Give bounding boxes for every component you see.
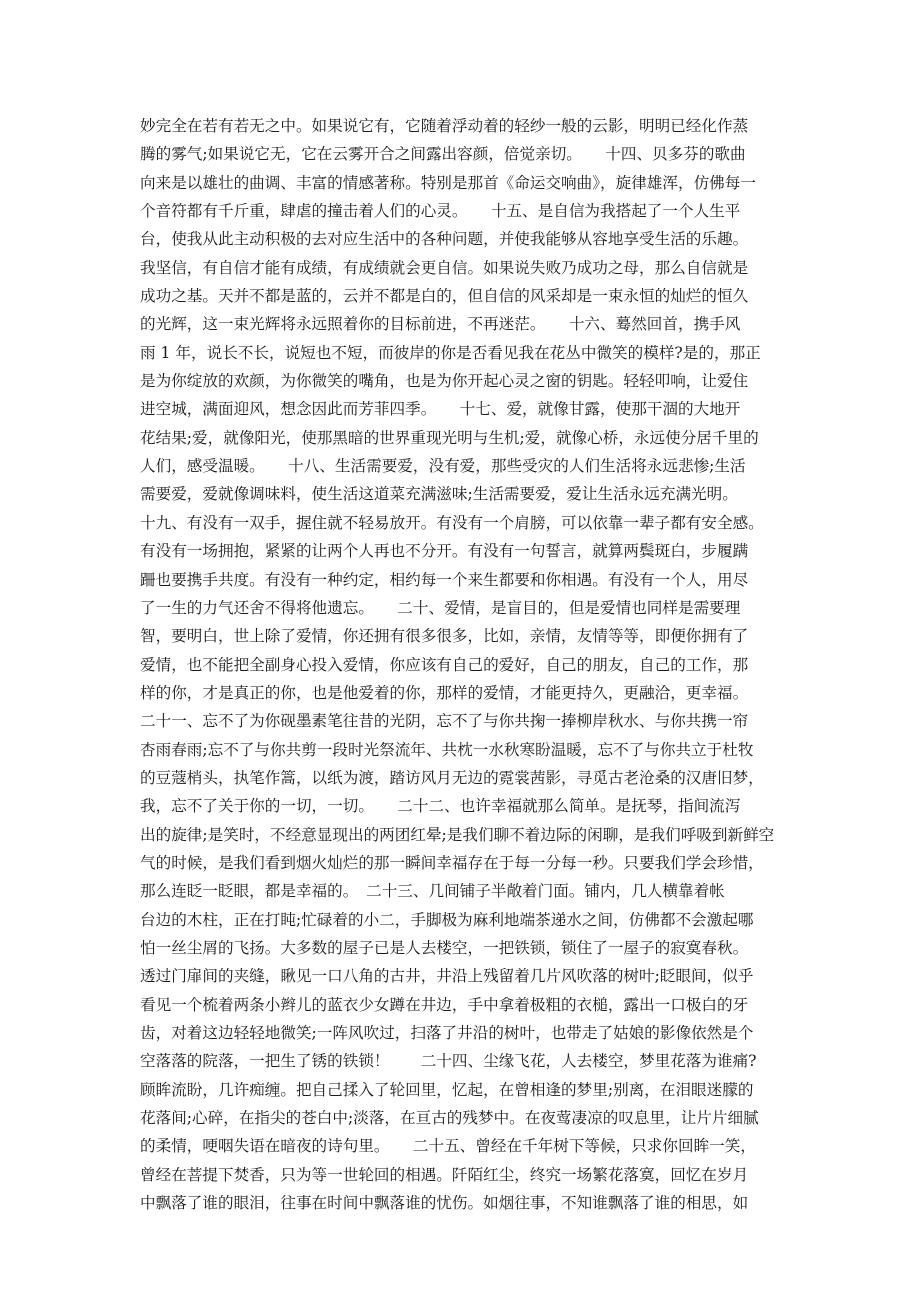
text-line: 智，要明白，世上除了爱情，你还拥有很多很多，比如，亲情，友情等等，即便你拥有了 xyxy=(140,627,749,646)
text-line: 跚也要携手共度。有没有一种约定，相约每一个来生都要和你相遇。有没有一个人，用尽 xyxy=(140,570,749,589)
text-line: 中飘落了谁的眼泪，往事在时间中飘落谁的忧伤。如烟往事，不知谁飘落了谁的相思，如 xyxy=(140,1194,749,1213)
text-line: 成功之基。天并不都是蓝的，云并不都是白的，但自信的风采却是一束永恒的灿烂的恒久 xyxy=(140,287,749,306)
text-line: 气的时候，是我们看到烟火灿烂的那一瞬间幸福存在于每一分每一秒。只要我们学会珍惜， xyxy=(140,853,764,872)
text-line: 顾眸流盼，几许痴缠。把自己揉入了轮回里，忆起，在曾相逢的梦里;别离，在泪眼迷朦的 xyxy=(140,1080,754,1099)
text-line: 空落落的院落，一把生了锈的铁锁！ 二十四、尘缘飞花，人去楼空，梦里花落为谁痛? xyxy=(140,1052,757,1071)
text-line: 样的你，才是真正的你，也是他爱着的你，那样的爱情，才能更持久，更融洽，更幸福。 xyxy=(140,683,749,702)
text-line: 雨 1 年，说长不长，说短也不短，而彼岸的你是否看见我在花丛中微笑的模样?是的，那正 xyxy=(140,343,761,362)
text-line: 的豆蔻梢头，执笔作篙，以纸为渡，踏访风月无边的霓裳茜影，寻觅古老沧桑的汉唐旧梦， xyxy=(140,768,764,787)
text-line: 看见一个梳着两条小辫儿的蓝衣少女蹲在井边，手中拿着极粗的衣槌，露出一口极白的牙 xyxy=(140,995,749,1014)
text-line: 个音符都有千斤重，肆虐的撞击着人们的心灵。 十五、是自信为我搭起了一个人生平 xyxy=(140,202,741,221)
text-line: 齿，对着这边轻轻地微笑;一阵风吹过，扫落了井沿的树叶，也带走了姑娘的影像依然是个 xyxy=(140,1024,754,1042)
text-line: 杏雨春雨;忘不了与你共剪一段时光祭流年、共枕一水秋寒盼温暖，忘不了与你共立于杜牧 xyxy=(140,740,754,759)
text-line: 需要爱，爱就像调味料，使生活这道菜充满滋味;生活需要爱，爱让生活永远充满光明。 xyxy=(140,485,738,504)
text-line: 我，忘不了关于你的一切，一切。 二十二、也许幸福就那么简单。是抚琴，指间流泻 xyxy=(140,797,741,816)
text-line: 有没有一场拥抱，紧紧的让两个人再也不分开。有没有一句誓言，就算两鬓斑白，步履蹒 xyxy=(140,542,749,561)
text-line: 爱情，也不能把全副身心投入爱情，你应该有自己的爱好，自己的朋友，自己的工作，那 xyxy=(140,655,749,674)
text-line: 是为你绽放的欢颜，为你微笑的嘴角，也是为你开起心灵之窗的钥匙。轻轻叩响，让爱住 xyxy=(140,372,749,391)
text-line: 了一生的力气还舍不得将他遗忘。 二十、爱情，是盲目的，但是爱情也同样是需要理 xyxy=(140,598,741,617)
text-line: 十九、有没有一双手，握住就不轻易放开。有没有一个肩膀，可以依靠一辈子都有安全感。 xyxy=(140,513,764,532)
body-text xyxy=(140,112,780,1217)
text-line: 曾经在菩提下焚香，只为等一世轮回的相遇。阡陌红尘，终究一场繁花落寞，回忆在岁月 xyxy=(140,1165,749,1184)
text-line: 人们，感受温暖。 十八、生活需要爱，没有爱，那些受灾的人们生活将永远悲惨;生活 xyxy=(140,457,746,476)
text-line: 二十一、忘不了为你砚墨素笔往昔的光阴，忘不了与你共掬一捧柳岸秋水、与你共携一帘 xyxy=(140,712,749,731)
text-line: 怕一丝尘屑的飞扬。大多数的屋子已是人去楼空，一把铁锁，锁住了一屋子的寂寞春秋。 xyxy=(140,938,749,957)
text-line: 花结果;爱，就像阳光，使那黑暗的世界重现光明与生机;爱，就像心桥，永远使分居千里的 xyxy=(140,428,759,447)
text-line: 花落间;心碎，在指尖的苍白中;淡落，在亘古的残梦中。在夜莺凄凉的叹息里，让片片细腻 xyxy=(140,1109,759,1128)
text-line: 台，使我从此主动积极的去对应生活中的各种问题，并使我能够从容地享受生活的乐趣。 xyxy=(140,230,749,249)
text-line: 进空城，满面迎风，想念因此而芳菲四季。 十七、爱，就像甘露，使那干涸的大地开 xyxy=(140,400,741,419)
text-line: 出的旋律;是笑时，不经意显现出的两团红晕;是我们聊不着边际的闲聊，是我们呼吸到新鲜空 xyxy=(140,825,775,844)
text-line: 那么连眨一眨眼，都是幸福的。 二十三、几间铺子半敞着门面。铺内，几人横靠着帐 xyxy=(140,882,725,901)
text-line: 透过门扉间的夹缝，瞅见一口八角的古井，井沿上残留着几片风吹落的树叶;眨眼间，似乎 xyxy=(140,967,754,986)
text-line: 妙完全在若有若无之中。如果说它有，它随着浮动着的轻纱一般的云影，明明已经化作蒸 xyxy=(140,117,749,135)
text-line: 我坚信，有自信才能有成绩，有成绩就会更自信。如果说失败乃成功之母，那么自信就是 xyxy=(140,258,749,277)
text-line: 的光辉，这一束光辉将永远照着你的目标前进，不再迷茫。 十六、蓦然回首，携手风 xyxy=(140,315,741,334)
text-line: 的柔情，哽咽失语在暗夜的诗句里。 二十五、曾经在千年树下等候，只求你回眸一笑， xyxy=(140,1137,756,1156)
text-line: 向来是以雄壮的曲调、丰富的情感著称。特别是那首《命运交响曲》，旋律雄浑，仿佛每一 xyxy=(140,173,756,192)
text-line: 腾的雾气;如果说它无，它在云雾开合之间露出容颜，倍觉亲切。 十四、贝多芬的歌曲 xyxy=(140,145,746,164)
text-line: 台边的木柱，正在打盹;忙碌着的小二，手脚极为麻利地端茶递水之间，仿佛都不会激起哪 xyxy=(140,910,754,929)
